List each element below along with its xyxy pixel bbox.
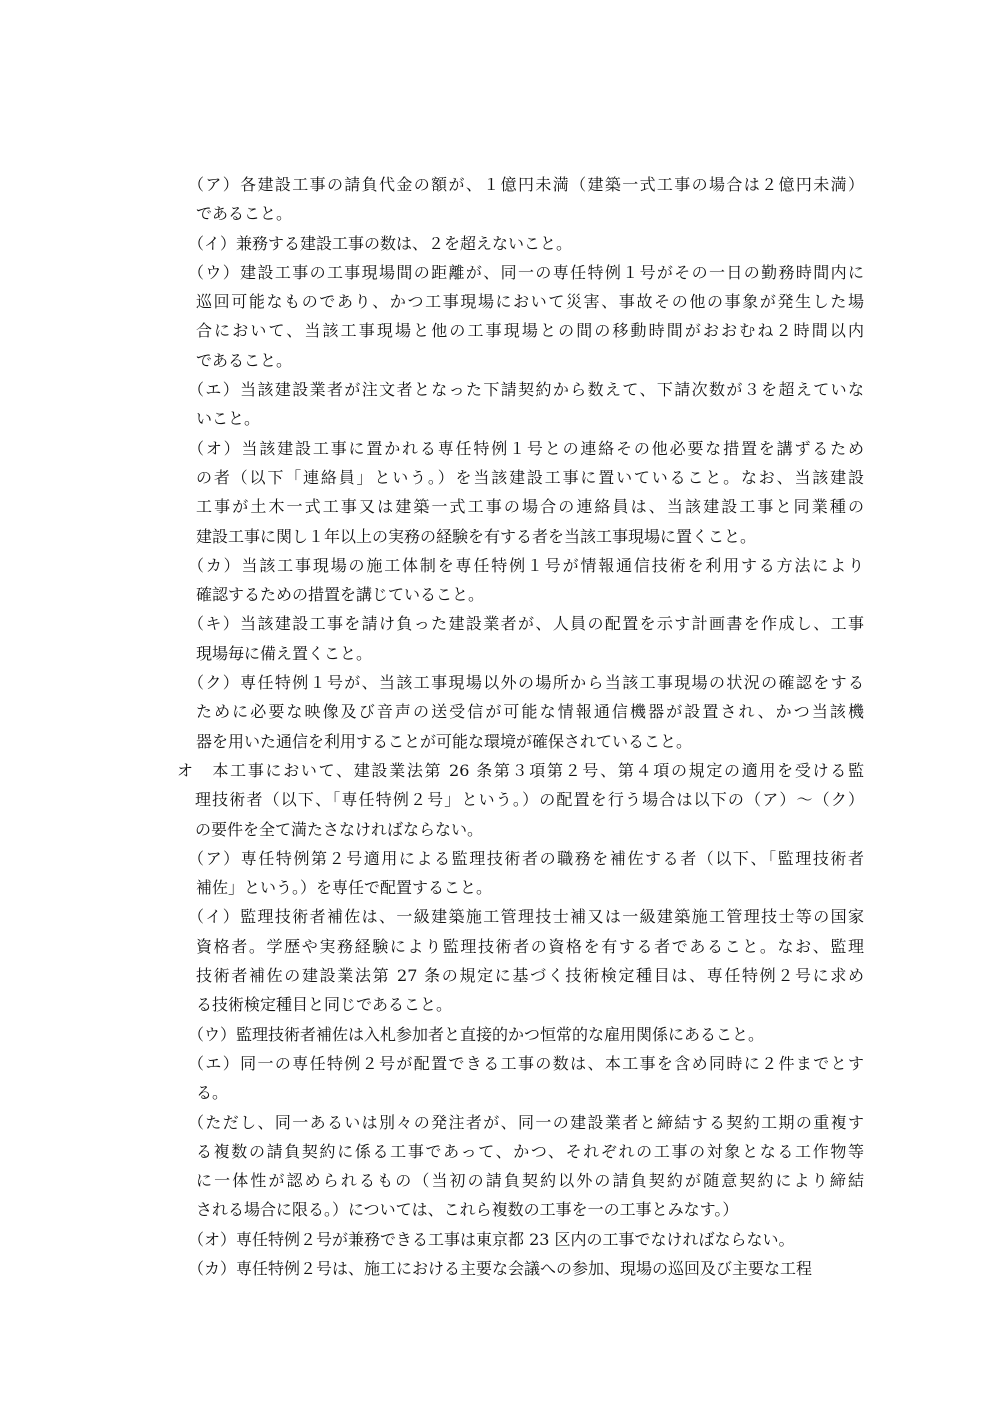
list-item-paragraph: [188, 902, 864, 1019]
text-line: （キ）当該建設工事を請け負った建設業者が、人員の配置を示す計画書を作成し、工事: [188, 614, 864, 634]
text-line: （ウ）監理技術者補佐は入札参加者と直接的かつ恒常的な雇用関係にあること。: [188, 1024, 765, 1044]
text-line: （オ）当該建設工事に置かれる専任特例１号との連絡その他必要な措置を講ずるため: [188, 438, 864, 458]
text-line: （ウ）建設工事の工事現場間の距離が、同一の専任特例１号がその一日の勤務時間内に: [188, 262, 864, 282]
text-line: ために必要な映像及び音声の送受信が可能な情報通信機器が設置され、かつ当該機: [196, 702, 864, 722]
text-line: オ 本工事において、建設業法第 26 条第３項第２号、第４項の規定の適用を受ける監: [177, 760, 864, 780]
list-item-paragraph: [188, 375, 864, 434]
text-line: であること。: [196, 350, 293, 370]
list-item-paragraph: [188, 668, 864, 756]
list-item-paragraph: [188, 1225, 864, 1254]
text-line: （ア）専任特例第２号適用による監理技術者の職務を補佐する者（以下、「監理技術者: [188, 848, 864, 868]
text-line: 合において、当該工事現場と他の工事現場との間の移動時間がおおむね２時間以内: [196, 321, 864, 341]
text-line: 技術者補佐の建設業法第 27 条の規定に基づく技術検定種目は、専任特例２号に求め: [196, 966, 864, 986]
text-line: （ア）各建設工事の請負代金の額が、１億円未満（建築一式工事の場合は２億円未満）: [188, 175, 864, 194]
text-line: （エ）当該建設業者が注文者となった下請契約から数えて、下請次数が３を超えていな: [188, 380, 864, 400]
list-item-paragraph: [188, 170, 864, 229]
text-line: される場合に限る。）については、これら複数の工事を一の工事とみなす。）: [196, 1200, 739, 1220]
text-line: （ただし、同一あるいは別々の発注者が、同一の建設業者と締結する契約工期の重複す: [188, 1112, 864, 1132]
list-item-paragraph: [188, 1020, 864, 1049]
list-item-paragraph: [188, 434, 864, 551]
text-line: の者（以下「連絡員」という。）を当該建設工事に置いていること。なお、当該建設: [196, 467, 864, 487]
text-line: る技術検定種目と同じであること。: [196, 995, 453, 1015]
text-line: の要件を全て満たさなければならない。: [195, 819, 484, 839]
list-item-paragraph: [188, 844, 864, 903]
text-line: 巡回可能なものであり、かつ工事現場において災害、事故その他の事象が発生した場: [196, 292, 864, 312]
text-line: る複数の請負契約に係る工事であって、かつ、それぞれの工事の対象となる工作物等: [196, 1141, 864, 1161]
text-line: （カ）専任特例２号は、施工における主要な会議への参加、現場の巡回及び主要な工程: [188, 1258, 813, 1278]
text-line: （ク）専任特例１号が、当該工事現場以外の場所から当該工事現場の状況の確認をする: [188, 673, 864, 693]
text-line: （イ）兼務する建設工事の数は、２を超えないこと。: [188, 233, 573, 253]
text-line: 現場毎に備え置くこと。: [196, 643, 373, 663]
text-line: る。: [196, 1083, 229, 1103]
text-line: 資格者。学歴や実務経験により監理技術者の資格を有する者であること。なお、監理: [196, 936, 864, 956]
list-item-paragraph: [188, 229, 864, 258]
document-body: [0, 170, 1000, 1283]
text-line: に一体性が認められるもの（当初の請負契約以外の請負契約が随意契約により締結: [196, 1171, 864, 1191]
section-paragraph: [177, 756, 864, 844]
text-line: 工事が土木一式工事又は建築一式工事の場合の連絡員は、当該建設工事と同業種の: [196, 497, 864, 517]
text-line: 確認するための措置を講じていること。: [196, 585, 485, 605]
list-item-paragraph: [188, 1254, 864, 1283]
text-line: 建設工事に関し１年以上の実務の経験を有する者を当該工事現場に置くこと。: [196, 526, 757, 546]
text-line: 補佐」という。）を専任で配置すること。: [196, 878, 493, 898]
text-line: （オ）専任特例２号が兼務できる工事は東京都 23 区内の工事でなければならない。: [188, 1229, 795, 1249]
list-item-paragraph: [188, 258, 864, 375]
text-line: 理技術者（以下、「専任特例２号」という。）の配置を行う場合は以下の（ア）～（ク）: [195, 790, 864, 810]
text-line: であること。: [196, 204, 293, 224]
text-line: （カ）当該工事現場の施工体制を専任特例１号が情報通信技術を利用する方法により: [188, 555, 864, 575]
text-line: （エ）同一の専任特例２号が配置できる工事の数は、本工事を含め同時に２件までとす: [188, 1053, 864, 1073]
text-line: いこと。: [196, 409, 261, 429]
text-line: （イ）監理技術者補佐は、一級建築施工管理技士補又は一級建築施工管理技士等の国家: [188, 907, 864, 927]
list-item-paragraph: [188, 1108, 864, 1225]
list-item-paragraph: [188, 551, 864, 610]
list-item-paragraph: [188, 609, 864, 668]
list-item-paragraph: [188, 1049, 864, 1108]
text-line: 器を用いた通信を利用することが可能な環境が確保されていること。: [196, 731, 693, 751]
